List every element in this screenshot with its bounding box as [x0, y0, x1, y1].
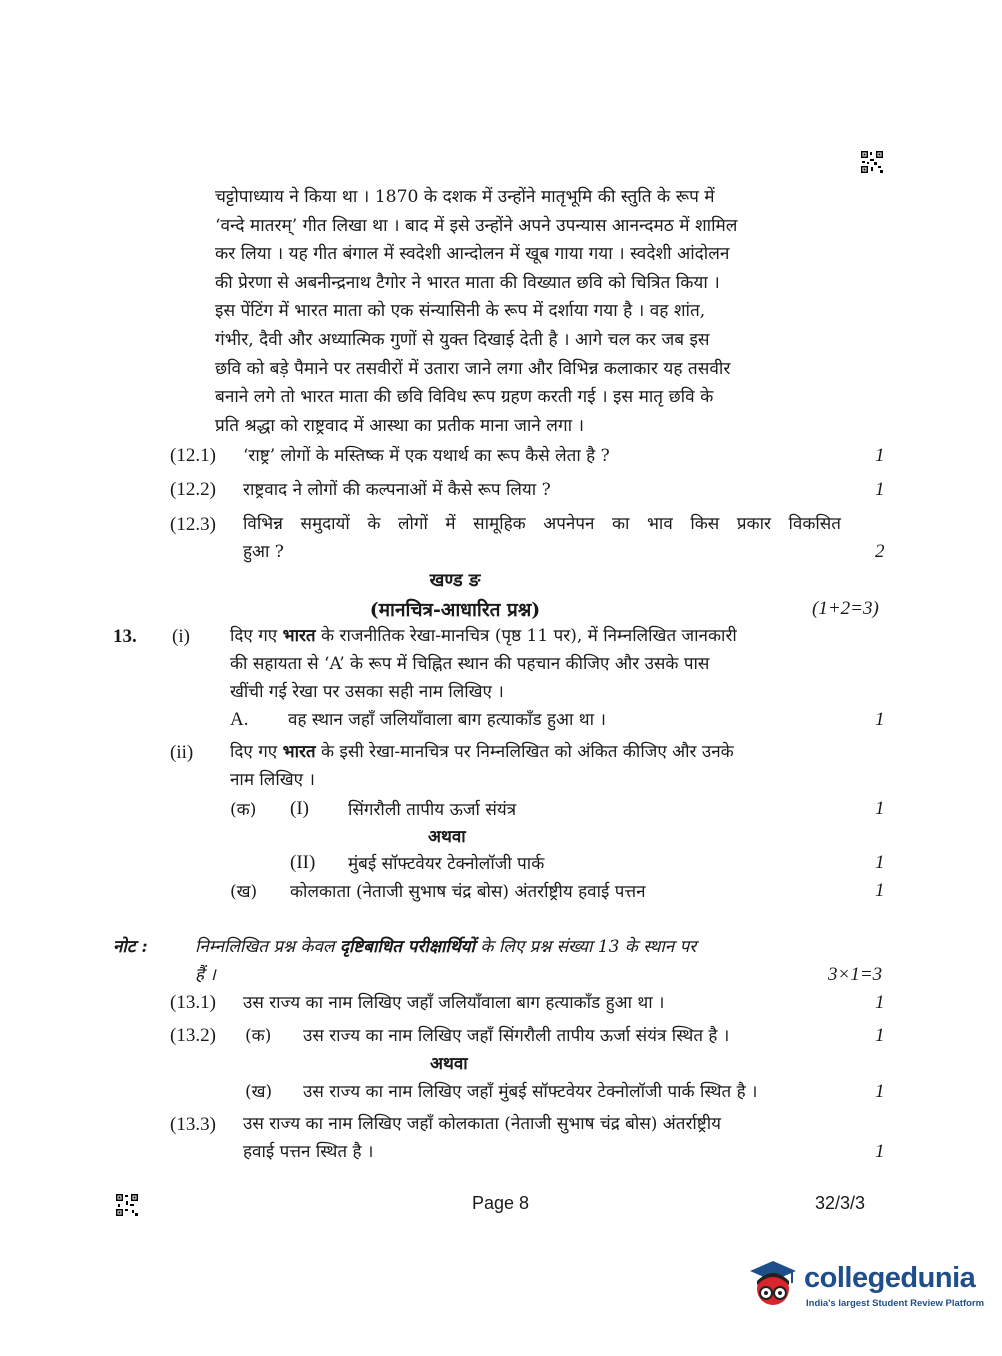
q12-1-mark: 1: [875, 445, 885, 466]
q12-1-number: (12.1): [170, 445, 216, 466]
q13-II-text: मुंबई सॉफ्टवेयर टेक्नोलॉजी पार्क: [348, 854, 545, 874]
q12-2-mark: 1: [875, 479, 885, 500]
section-marks: (1+2=3): [812, 598, 879, 619]
paper-code: 32/3/3: [815, 1193, 866, 1213]
q13-ka-label: (क): [230, 800, 257, 820]
q13-II-label: (II): [290, 852, 316, 873]
q12-3-mark: 2: [875, 541, 885, 562]
q13-3-line1: उस राज्य का नाम लिखिए जहाँ कोलकाता (नेताजी सुभाष चंद्र बोस) अंतर्राष्ट्रीय: [243, 1114, 722, 1134]
section-title: खण्ड ङ: [429, 570, 481, 591]
q13-3-number: (13.3): [170, 1114, 216, 1135]
brand-name: collegedunia: [804, 1262, 976, 1294]
brand-tagline: India's largest Student Review Platform: [806, 1298, 985, 1309]
collegedunia-mascot-icon: [742, 1255, 804, 1317]
q13-kha-text: कोलकाता (नेताजी सुभाष चंद्र बोस) अंतर्राष्ट्रीय हवाई पत्तन: [290, 882, 646, 902]
q13-i-line1: दिए गए भारत के राजनीतिक रेखा-मानचित्र (पृष्ठ 11 पर), में निम्नलिखित जानकारी: [230, 626, 737, 646]
q13-3-line2: हवाई पत्तन स्थित है ।: [243, 1142, 374, 1162]
page-number: Page 8: [472, 1193, 530, 1213]
q13-i-line2: की सहायता से ‘A’ के रूप में चिह्नित स्थान की पहचान कीजिए और उसके पास: [230, 654, 710, 674]
q12-3-text-cont: हुआ ?: [243, 542, 284, 562]
qr-code-icon: [115, 1193, 139, 1217]
q13-2-ka-label: (क): [245, 1026, 272, 1046]
q13-1-mark: 1: [875, 992, 885, 1013]
note-bold: दृष्टिबाधित परीक्षार्थियों: [339, 937, 475, 957]
q13-kha-mark: 1: [875, 880, 885, 901]
q13-a-text: वह स्थान जहाँ जलियाँवाला बाग हत्याकाँड हुआ था ।: [288, 710, 606, 730]
note-line1: निम्नलिखित प्रश्न केवल दृष्टिबाधित परीक्षार्थियों के लिए प्रश्न संख्या 13 के स्थान पर: [195, 937, 697, 957]
passage-line: बनाने लगे तो भारत माता की छवि विविध रूप ग्रहण करती गई । इस मातृ छवि के: [215, 387, 714, 408]
note-label: नोट :: [113, 937, 148, 957]
athva-label: अथवा: [428, 827, 466, 847]
passage-line: छवि को बड़े पैमाने पर तसवीरों में उतारा जाने लगा और विभिन्न कलाकार यह तसवीर: [215, 358, 731, 379]
q13-I-mark: 1: [875, 798, 885, 819]
passage-line: चट्टोपाध्याय ने किया था । 1870 के दशक में उन्होंने मातृभूमि की स्तुति के रूप में: [215, 187, 715, 207]
passage-line: इस पेंटिंग में भारत माता को एक संन्यासिनी के रूप में दर्शाया गया है । वह शांत,: [215, 301, 706, 322]
bharat-bold: भारत: [282, 626, 316, 646]
q13-3-mark: 1: [875, 1141, 885, 1162]
passage-line: प्रति श्रद्धा को राष्ट्रवाद में आस्था का प्रतीक माना जाने लगा ।: [215, 415, 585, 436]
q12-3-text: विभिन्न समुदायों के लोगों में सामूहिक अपनेपन का भाव किस प्रकार विकसित: [243, 514, 841, 534]
q13-ii-label: (ii): [170, 742, 194, 763]
passage-line: ‘वन्दे मातरम्’ गीत लिखा था । बाद में इसे उन्होंने अपने उपन्यास आनन्दमठ में शामिल: [215, 215, 738, 236]
section-subtitle: (मानचित्र-आधारित प्रश्न): [369, 599, 541, 621]
q13-1-number: (13.1): [170, 992, 216, 1013]
q13-2-kha-text: उस राज्य का नाम लिखिए जहाँ मुंबई सॉफ्टवेयर टेक्नोलॉजी पार्क स्थित है ।: [303, 1082, 758, 1102]
q13-2-kha-label: (ख): [245, 1082, 273, 1102]
athva-label: अथवा: [430, 1054, 468, 1074]
q13-2-ka-text: उस राज्य का नाम लिखिए जहाँ सिंगरौली तापीय ऊर्जा संयंत्र स्थित है ।: [303, 1026, 730, 1046]
q13-i-line3: खींची गई रेखा पर उसका सही नाम लिखिए ।: [230, 682, 504, 702]
q13-ii-line2: नाम लिखिए ।: [230, 770, 315, 790]
passage-line: कर लिया । यह गीत बंगाल में स्वदेशी आन्दोलन में खूब गाया गया । स्वदेशी आंदोलन: [215, 244, 730, 265]
q12-2-text: राष्ट्रवाद ने लोगों की कल्पनाओं में कैसे रूप लिया ?: [243, 480, 551, 500]
q12-3-number: (12.3): [170, 514, 216, 535]
q12-2-number: (12.2): [170, 479, 216, 500]
passage-line: की प्रेरणा से अबनीन्द्रनाथ टैगोर ने भारत माता की विख्यात छवि को चित्रित किया ।: [215, 272, 720, 293]
q13-2-ka-mark: 1: [875, 1025, 885, 1046]
q13-i-label: (i): [172, 626, 190, 647]
q12-1-text: ‘राष्ट्र’ लोगों के मस्तिष्क में एक यथार्थ का रूप कैसे लेता है ?: [243, 446, 610, 466]
q13-2-kha-mark: 1: [875, 1081, 885, 1102]
q13-kha-label: (ख): [230, 882, 258, 902]
q13-a-label: A.: [230, 709, 249, 730]
note-line2: हैं ।: [195, 965, 216, 985]
q13-a-mark: 1: [875, 709, 885, 730]
passage-line: गंभीर, दैवी और अध्यात्मिक गुणों से युक्त दिखाई देती है । आगे चल कर जब इस: [215, 329, 710, 350]
qr-code-icon: [860, 150, 884, 174]
q13-1-text: उस राज्य का नाम लिखिए जहाँ जलियाँवाला बाग हत्याकाँड हुआ था ।: [243, 993, 665, 1013]
q13-II-mark: 1: [875, 852, 885, 873]
note-marks: 3×1=3: [828, 964, 883, 985]
q13-I-text: सिंगरौली तापीय ऊर्जा संयंत्र: [348, 800, 517, 820]
q13-I-label: (I): [290, 798, 309, 819]
q13-2-number: (13.2): [170, 1025, 216, 1046]
q13-number: 13.: [113, 626, 137, 647]
passage: [215, 183, 843, 440]
bharat-bold: भारत: [282, 742, 316, 762]
q13-ii-line1: दिए गए भारत के इसी रेखा-मानचित्र पर निम्नलिखित को अंकित कीजिए और उनके: [230, 742, 734, 762]
